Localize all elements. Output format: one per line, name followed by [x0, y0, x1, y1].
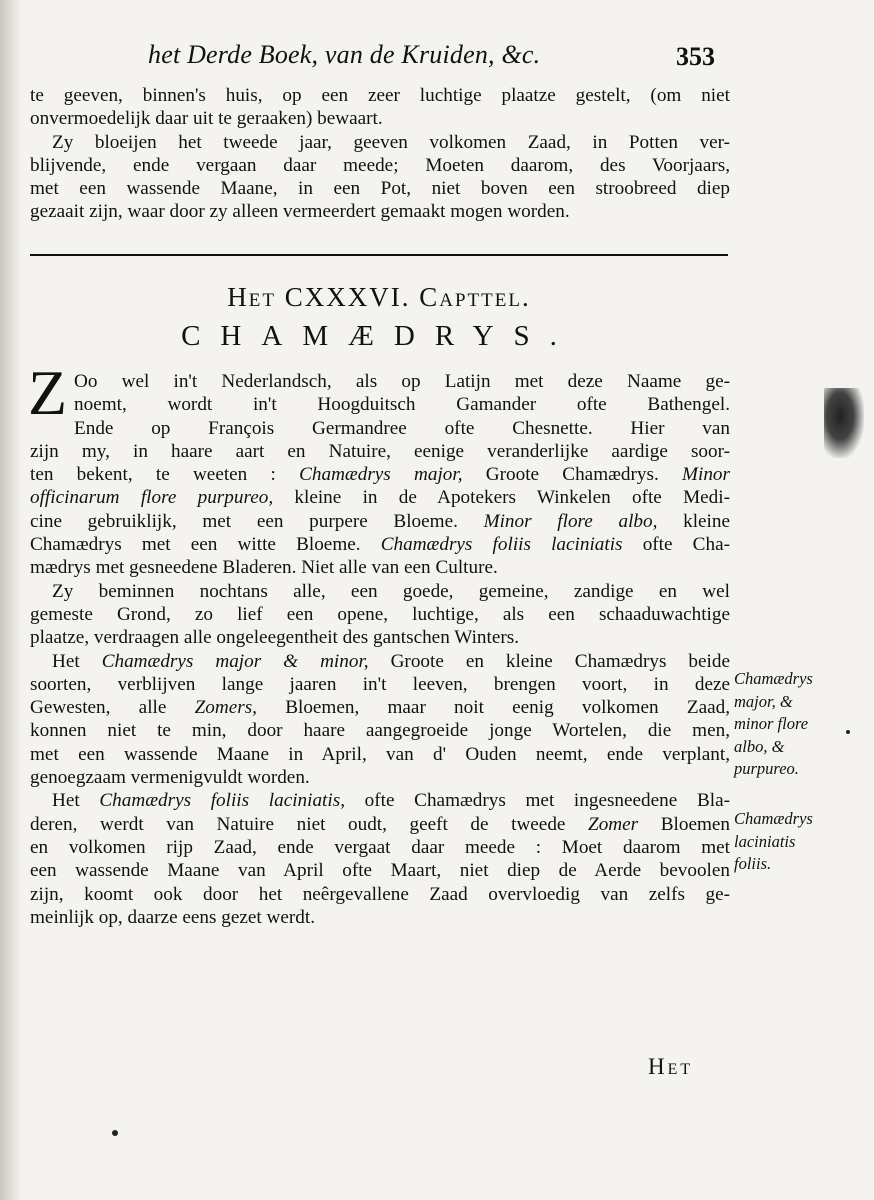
text-line — [30, 463, 730, 486]
text-line: gezaait zijn, waar door zy alleen vermeerdert gemaakt mogen worden. — [30, 201, 570, 223]
margin-note-line: minor flore — [734, 714, 809, 733]
text-line: mædrys met gesneedene Bladeren. Niet alle van een Culture. — [30, 557, 498, 579]
page-gutter-shadow — [0, 0, 22, 1200]
text-line — [30, 813, 730, 836]
text-line: zijn, koomt ook door het neêrgevallene Zaad overvloedig van zelfs ge- — [30, 883, 730, 905]
margin-note-line: major, & — [734, 691, 793, 711]
margin-note-line: albo, & — [734, 736, 785, 756]
margin-note-line: foliis. — [734, 854, 772, 873]
text-line: Ende op François Germandree ofte Chesnette. Hier van — [74, 417, 730, 439]
text-line: te geeven, binnen's huis, op een zeer luchtige plaatze gestelt, (om niet — [30, 85, 730, 106]
text-run: Groote en kleine Chamædrys beide — [368, 650, 730, 672]
text-line: Zy bloeijen het tweede jaar, geeven volkomen Zaad, in Potten ver- — [52, 131, 730, 153]
text-line: onvermoedelijk daar uit te geraaken) bewaart. — [30, 108, 383, 130]
italic-word: Zomers, — [194, 697, 257, 719]
text-run: ofte Cha- — [622, 534, 730, 556]
text-run: Groote Chamædrys. — [462, 464, 683, 486]
text-line — [30, 650, 730, 673]
text-line: soorten, verblijven lange jaaren in't leeven, brengen voort, in deze — [30, 673, 730, 695]
text-line — [30, 510, 730, 533]
previous-chapter-text — [30, 84, 730, 224]
text-run: ten bekent, te weeten : — [30, 464, 300, 486]
running-header: het Derde Boek, van de Kruiden, &c. — [148, 40, 541, 69]
text-line: gemeste Grond, zo lief een opene, luchtige, als een schaaduwachtige — [30, 603, 730, 625]
chapter-heading: Het CXXXVI. Capttel. — [227, 282, 531, 312]
text-line — [30, 486, 730, 509]
text-run: Gewesten, alle — [30, 697, 195, 719]
text-run: kleine in de Apotekers Winkelen ofte Medi- — [273, 487, 730, 509]
text-run: Chamædrys met een witte Bloeme. — [30, 534, 381, 556]
italic-word: Zomer — [588, 813, 639, 835]
text-run: deren, werdt van Natuire niet oudt, geeft de tweede — [30, 813, 589, 835]
margin-note-line: purpureo. — [734, 759, 799, 778]
drop-cap-initial: Z — [28, 357, 68, 428]
text-line: met een wassende Maane, in een Pot, niet boven een stroobreed diep — [30, 178, 730, 200]
text-line: Zy beminnen nochtans alle, een goede, gemeine, zandige en wel — [52, 580, 730, 602]
ink-speck — [112, 1130, 118, 1136]
plant-name-heading: CHAMÆDRYS. — [181, 320, 577, 352]
text-line — [30, 789, 730, 812]
text-line: plaatze, verdraagen alle ongeleegentheit des gantschen Winters. — [30, 627, 519, 649]
latin-name: Minor flore albo, — [483, 510, 658, 532]
section-divider-rule — [30, 254, 728, 256]
text-run: Bloemen, maar noit eenig volkomen Zaad, — [256, 697, 730, 719]
text-line: met een wassende Maane in April, van d' Ouden neemt, ende verplant, — [30, 743, 730, 765]
ink-speck — [846, 730, 850, 734]
latin-name: Chamædrys foliis laciniatis, — [99, 790, 345, 812]
margin-note-line: Chamædrys — [734, 669, 813, 688]
latin-name: Minor — [682, 464, 730, 486]
latin-name: officinarum flore purpureo, — [30, 487, 274, 509]
chapter-body-text — [30, 370, 730, 929]
page-number: 353 — [676, 42, 715, 71]
text-run: kleine — [657, 510, 731, 532]
text-line: en volkomen rijp Zaad, ende vergaat daar meede : Moet daarom met — [30, 836, 730, 858]
margin-note — [734, 808, 813, 876]
text-line — [30, 696, 730, 719]
text-line: een wassende Maane van April ofte Maart, niet diep de Aerde bevoolen — [30, 860, 730, 882]
latin-name: Chamædrys major, — [299, 464, 463, 486]
text-run: Het — [52, 790, 100, 812]
text-run: ofte Chamædrys met ingesneedene Bla- — [345, 790, 730, 812]
text-line: konnen niet te min, door haare aangegroeide jonge Wortelen, die men, — [30, 720, 730, 742]
margin-note — [734, 668, 813, 781]
margin-note-line: laciniatis — [734, 831, 796, 851]
latin-name: Chamædrys major & minor, — [101, 650, 369, 672]
text-line: zijn my, in haare aart en Natuire, eenige veranderlijke aardige soor- — [30, 440, 730, 462]
text-run: cine gebruiklijk, met een purpere Bloeme. — [30, 510, 484, 532]
text-run: Bloemen — [638, 813, 730, 835]
text-line: genoegzaam vermenigvuldt worden. — [30, 767, 310, 789]
text-line: noemt, wordt in't Hoogduitsch Gamander ofte Bathengel. — [74, 394, 730, 416]
catchword: Het — [648, 1054, 694, 1079]
ink-blot — [824, 388, 864, 458]
text-line: Oo wel in't Nederlandsch, als op Latijn met deze Naame ge- — [74, 371, 730, 392]
text-run: Het — [52, 650, 102, 672]
text-line: meinlijk op, daarze eens gezet werdt. — [30, 906, 316, 928]
margin-note-line: Chamædrys — [734, 809, 813, 828]
text-line: blijvende, ende vergaan daar meede; Moeten daarom, des Voorjaars, — [30, 154, 730, 176]
latin-name: Chamædrys foliis laciniatis — [380, 534, 623, 556]
text-line — [30, 533, 730, 556]
